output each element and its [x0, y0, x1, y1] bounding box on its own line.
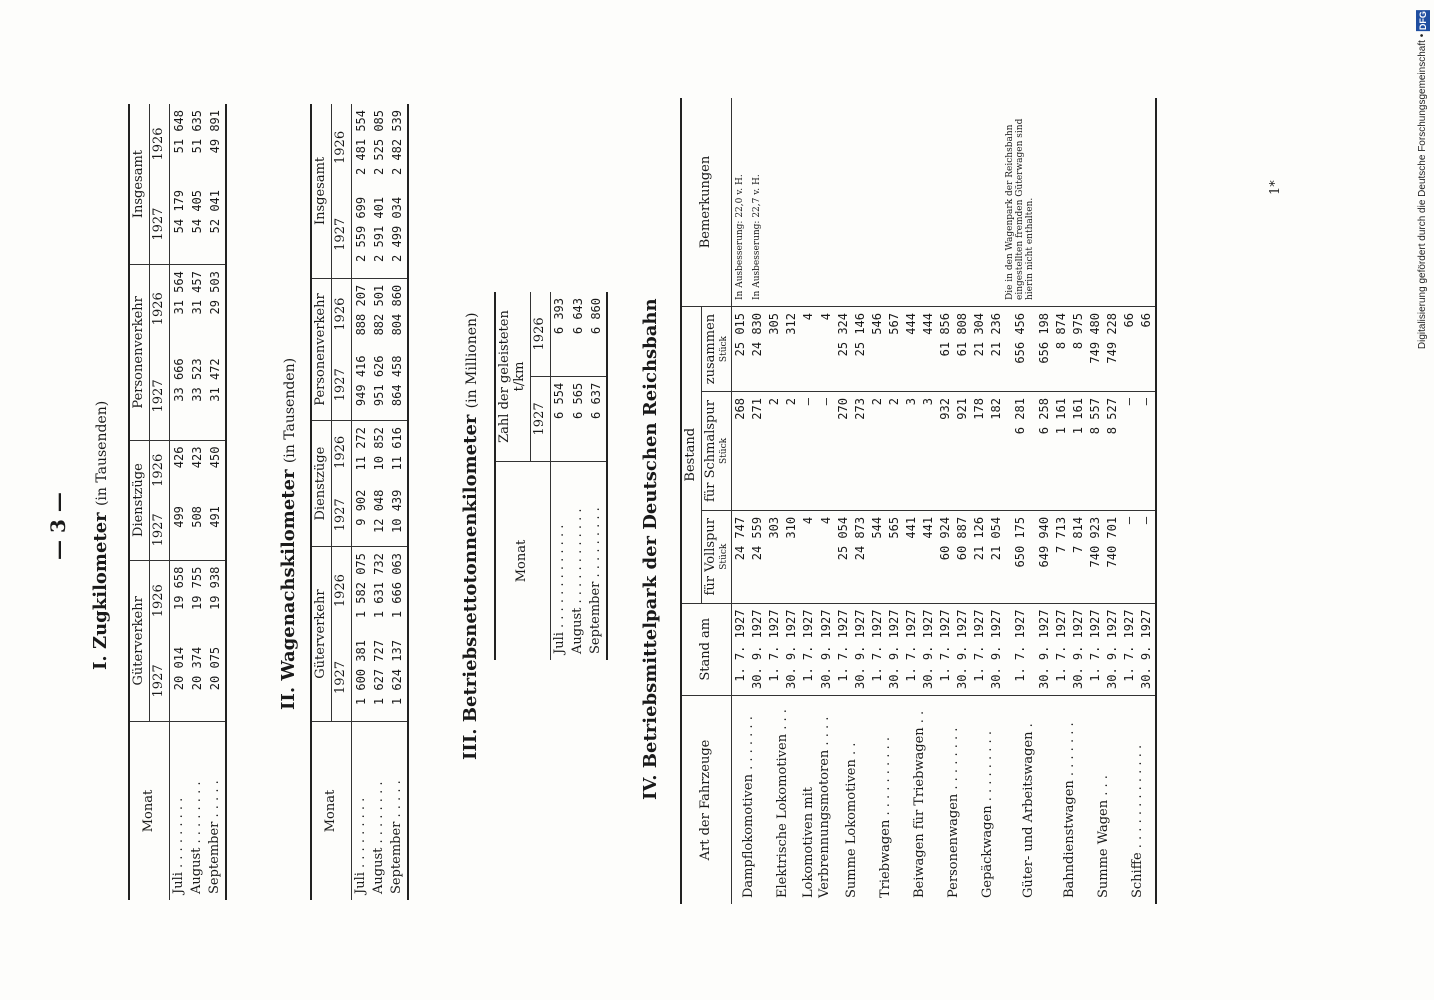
month-cell: Juli . . . . . . . . . [351, 722, 370, 901]
table-betriebsnettotonnenkilometer [494, 292, 608, 660]
year-header: 1926 [332, 130, 348, 164]
value-cell: 60 924 [937, 510, 954, 603]
art-cell: Güter- und Arbeitswagen . [1005, 696, 1054, 905]
year-header: 1926 [149, 440, 169, 500]
subcol-unit: Stück [718, 336, 729, 363]
remark-cell [766, 98, 783, 307]
table-2-title-text: II. Wagenachskilometer [278, 469, 299, 710]
subcol-header [701, 307, 731, 392]
value-cell: 426 [169, 440, 188, 500]
value-cell: 3 [920, 392, 937, 511]
group-header: Personenverkehr [311, 278, 331, 420]
value-cell: 1 624 137 [390, 640, 404, 706]
table-3-title-text: III. Betriebsnettotonnenkilometer [460, 414, 481, 760]
table-row [835, 98, 852, 904]
subcol-unit: Stück [718, 543, 729, 570]
value-cell: 10 852 [370, 421, 388, 484]
art-cell: Summe Wagen . . . [1087, 696, 1121, 905]
table-row [971, 98, 988, 904]
value-cell: 182 [988, 392, 1005, 511]
year-header: 1926 [149, 265, 169, 353]
value-cell: 450 [206, 440, 225, 500]
table-row [869, 98, 886, 904]
group-header: Güterverkehr [129, 560, 149, 721]
page-mark: 1* [1268, 180, 1283, 195]
value-cell: 864 458 [390, 355, 404, 407]
value-cell: 441 [903, 510, 920, 603]
month-header: Monat [129, 722, 169, 901]
year-header: 1926 [150, 127, 166, 161]
date-cell: 1. 7. 1927 [937, 603, 954, 695]
remark-cell [835, 98, 852, 307]
remark-cell [1138, 98, 1156, 307]
value-cell: 423 [188, 440, 206, 500]
table-row [550, 292, 569, 660]
date-cell: 30. 9. 1927 [749, 603, 766, 695]
value-cell: 25 146 [852, 307, 869, 392]
value-cell: 6 393 [552, 298, 567, 335]
date-cell: 30. 9. 1927 [988, 603, 1005, 695]
subcol-header [701, 510, 731, 603]
art-header: Art der Fahrzeuge [681, 696, 732, 905]
value-cell: 882 501 [370, 278, 388, 349]
value-cell: — [817, 392, 834, 511]
value-cell: 8 874 [1053, 307, 1070, 392]
value-cell: — [1138, 510, 1156, 603]
value-cell: 8 527 [1104, 392, 1121, 511]
remark-cell [817, 98, 834, 307]
table-row [169, 104, 188, 900]
value-cell: 951 626 [371, 355, 386, 407]
date-cell: 30. 9. 1927 [920, 603, 937, 695]
value-cell: 1 600 381 [353, 640, 368, 706]
value-cell: 656 198 [1036, 307, 1053, 392]
table-row [903, 98, 920, 904]
value-cell: 2 525 085 [371, 110, 386, 176]
value-cell: 499 [171, 506, 186, 528]
header-row [495, 292, 530, 660]
page-number: — 3 — [46, 492, 70, 560]
art-cell: Personenwagen . . . . . . . . [937, 696, 971, 905]
year-header: 1926 [331, 547, 351, 634]
value-cell: 11 616 [388, 421, 407, 484]
value-cell: 24 747 [732, 510, 750, 603]
year-header: 1927 [150, 207, 166, 241]
table-row [766, 98, 783, 904]
table-1-title [90, 401, 111, 670]
value-cell: 6 860 [588, 298, 603, 335]
date-cell: 30. 9. 1927 [1036, 603, 1053, 695]
remark-cell [920, 98, 937, 307]
value-cell: 271 [749, 392, 766, 511]
value-cell: 12 048 [371, 489, 386, 533]
value-cell: 2 [869, 392, 886, 511]
value-cell: 33 666 [171, 358, 186, 402]
art-cell: Summe Lokomotiven . . [835, 696, 869, 905]
header-row [681, 98, 701, 904]
dfg-logo: DFG [1418, 11, 1428, 30]
value-cell: 949 416 [353, 355, 368, 407]
value-cell: 7 713 [1053, 510, 1070, 603]
value-cell: 24 559 [749, 510, 766, 603]
group-header: Dienstzüge [129, 440, 149, 560]
value-cell: 54 179 [171, 190, 186, 234]
value-cell: 33 523 [189, 358, 204, 402]
value-cell: 19 658 [169, 560, 188, 641]
value-cell: 11 272 [351, 421, 370, 484]
value-cell: — [800, 392, 817, 511]
value-cell: 441 [920, 510, 937, 603]
group-header: Insgesamt [129, 104, 149, 265]
value-cell: 9 902 [353, 489, 368, 526]
year-header: 1926 [531, 317, 547, 351]
table-zugkilometer [128, 104, 227, 900]
header-row [129, 104, 149, 900]
value-cell: 51 635 [189, 110, 204, 154]
subcol-unit: Stück [718, 437, 729, 465]
table-row [587, 292, 606, 660]
value-cell: 60 887 [954, 510, 971, 603]
remarks-header: Bemerkungen [681, 98, 732, 307]
art-cell: Lokomotiven mit Verbrennungsmotoren . . . . [800, 696, 835, 905]
value-cell: 2 [766, 392, 783, 511]
value-cell: 25 054 [835, 510, 852, 603]
value-cell: 29 503 [206, 265, 225, 353]
year-header: 1927 [150, 664, 166, 698]
value-cell: 3 [903, 392, 920, 511]
value-cell: 544 [869, 510, 886, 603]
value-cell: 444 [903, 307, 920, 392]
year-header: 1927 [332, 498, 348, 532]
month-cell: September . . . . . . . . . [587, 462, 606, 661]
value-cell: 31 472 [208, 358, 222, 402]
value-cell: 61 856 [937, 307, 954, 392]
subcol-header [701, 392, 731, 511]
table-row [370, 104, 388, 900]
remark-cell [1070, 98, 1087, 307]
year-header: 1927 [332, 368, 348, 402]
stand-header: Stand am [681, 603, 732, 695]
value-cell: 6 258 [1036, 392, 1053, 511]
remark-cell [1121, 98, 1138, 307]
table-row [1005, 98, 1037, 904]
month-cell: September . . . . . [388, 722, 407, 901]
art-cell: Bahndienstwagen . . . . . . . [1053, 696, 1087, 905]
value-cell: 61 808 [954, 307, 971, 392]
remark-cell [783, 98, 800, 307]
value-cell: 21 236 [988, 307, 1005, 392]
value-cell: 444 [920, 307, 937, 392]
value-cell: 2 499 034 [390, 196, 404, 262]
art-cell: Triebwagen . . . . . . . . . . [869, 696, 903, 905]
remark-cell [869, 98, 886, 307]
group-header: Zahl der geleisteten t/km [495, 292, 530, 462]
value-cell: 491 [208, 506, 222, 528]
table-betriebsmittelpark [680, 98, 1157, 904]
value-cell: 6 565 [569, 376, 587, 461]
value-cell: 52 041 [208, 190, 222, 234]
value-cell: 740 923 [1087, 510, 1104, 603]
value-cell: 25 324 [835, 307, 852, 392]
table-row [937, 98, 954, 904]
value-cell: 273 [852, 392, 869, 511]
value-cell: 6 643 [570, 298, 585, 335]
value-cell: 1 666 063 [388, 547, 407, 634]
table-4-title: IV. Betriebsmittelpark der Deutschen Reichsbahn [640, 298, 661, 800]
value-cell: 4 [800, 510, 817, 603]
value-cell: 2 591 401 [371, 196, 386, 262]
remark-cell [1087, 98, 1104, 307]
value-cell: 178 [971, 392, 988, 511]
value-cell: 303 [766, 510, 783, 603]
remark-cell [903, 98, 920, 307]
date-cell: 1. 7. 1927 [1053, 603, 1070, 695]
value-cell: 804 860 [388, 278, 407, 349]
value-cell: 649 940 [1036, 510, 1053, 603]
value-cell: 749 228 [1104, 307, 1121, 392]
year-header: 1927 [530, 376, 550, 461]
date-cell: 1. 7. 1927 [869, 603, 886, 695]
value-cell: 2 [783, 392, 800, 511]
value-cell: 24 830 [749, 307, 766, 392]
value-cell: 305 [766, 307, 783, 392]
value-cell: 8 975 [1070, 307, 1087, 392]
month-cell: August . . . . . . . . [188, 722, 206, 901]
table-row [732, 98, 750, 904]
value-cell: 2 482 539 [390, 110, 404, 176]
remark-cell [954, 98, 971, 307]
value-cell: 19 755 [188, 560, 206, 641]
value-cell: 8 557 [1087, 392, 1104, 511]
art-cell: Dampflokomotiven . . . . . . . [732, 696, 767, 905]
value-cell: 4 [817, 510, 834, 603]
year-header: 1926 [331, 421, 351, 484]
value-cell: 310 [783, 510, 800, 603]
month-cell: Juli . . . . . . . . . . . . . [550, 462, 569, 661]
value-cell: 19 938 [206, 560, 225, 641]
value-cell: 4 [800, 307, 817, 392]
table-3-title [460, 312, 481, 760]
value-cell: 21 126 [971, 510, 988, 603]
month-header: Monat [311, 722, 351, 901]
remark-cell [1104, 98, 1121, 307]
value-cell: 21 054 [988, 510, 1005, 603]
dfg-footer [1417, 10, 1428, 349]
value-cell: — [1121, 392, 1138, 511]
value-cell: 270 [835, 392, 852, 511]
value-cell: 749 480 [1087, 307, 1104, 392]
remark-cell [852, 98, 869, 307]
art-cell: Elektrische Lokomotiven . . . [766, 696, 800, 905]
value-cell: 20 014 [171, 646, 186, 691]
value-cell: — [1138, 392, 1156, 511]
value-cell: 508 [189, 506, 204, 528]
date-cell: 1. 7. 1927 [1121, 603, 1138, 695]
value-cell: 66 [1138, 307, 1156, 392]
table-row [1087, 98, 1104, 904]
remark-cell: In Ausbesserung: 22,0 v. H. [734, 174, 745, 300]
group-header: Dienstzüge [311, 421, 331, 547]
date-cell: 1. 7. 1927 [1005, 603, 1037, 695]
remark-cell: Die in den Wagenpark der Reichsbahn eingestellten fremden Güterwagen sind hierin nicht enthalten. [1004, 118, 1035, 300]
value-cell: 24 873 [852, 510, 869, 603]
value-cell: 25 015 [732, 307, 750, 392]
month-cell: August . . . . . . . . [370, 722, 388, 901]
art-cell: Schiffe . . . . . . . . . . . . . [1121, 696, 1156, 905]
value-cell: 656 456 [1005, 307, 1037, 392]
table-row [206, 104, 225, 900]
year-header: 1927 [150, 513, 166, 547]
value-cell: 7 814 [1070, 510, 1087, 603]
date-cell: 1. 7. 1927 [732, 603, 750, 695]
value-cell: 268 [732, 392, 750, 511]
date-cell: 30. 9. 1927 [1070, 603, 1087, 695]
date-cell: 30. 9. 1927 [783, 603, 800, 695]
date-cell: 30. 9. 1927 [817, 603, 834, 695]
month-cell: September . . . . . [206, 722, 225, 901]
date-cell: 1. 7. 1927 [835, 603, 852, 695]
header-row [311, 104, 331, 900]
table-1-title-text: I. Zugkilometer [90, 512, 111, 670]
value-cell: — [1121, 510, 1138, 603]
group-header: Insgesamt [311, 104, 331, 278]
group-header: Güterverkehr [311, 547, 331, 722]
subcol-label: zusammen [702, 313, 718, 385]
month-cell: August . . . . . . . . . . . . [569, 462, 587, 661]
value-cell: 888 207 [351, 278, 370, 349]
group-header: Personenverkehr [129, 265, 149, 440]
value-cell: 546 [869, 307, 886, 392]
table-row [1053, 98, 1070, 904]
date-cell: 30. 9. 1927 [852, 603, 869, 695]
value-cell: 54 405 [189, 190, 204, 234]
value-cell: 20 075 [208, 646, 222, 691]
subcol-label: für Schmalspur [702, 400, 718, 502]
month-cell: Juli . . . . . . . . . [169, 722, 188, 901]
value-cell: 4 [817, 307, 834, 392]
bestand-header: Bestand [681, 307, 701, 604]
date-cell: 1. 7. 1927 [1087, 603, 1104, 695]
remark-cell [1036, 98, 1053, 307]
remark-cell: In Ausbesserung: 22,7 v. H. [751, 174, 762, 300]
date-cell: 30. 9. 1927 [1138, 603, 1156, 695]
year-header: 1926 [331, 278, 351, 349]
value-cell: 51 648 [171, 110, 186, 154]
month-header: Monat [495, 462, 550, 661]
date-cell: 30. 9. 1927 [1104, 603, 1121, 695]
table-2-unit: (in Tausenden) [282, 357, 298, 464]
value-cell: 6 281 [1005, 392, 1037, 511]
value-cell: 565 [886, 510, 903, 603]
year-header: 1927 [150, 379, 166, 413]
date-cell: 30. 9. 1927 [954, 603, 971, 695]
value-cell: 650 175 [1005, 510, 1037, 603]
year-header: 1927 [332, 660, 348, 695]
value-cell: 1 582 075 [351, 547, 370, 634]
value-cell: 49 891 [208, 110, 222, 154]
date-cell: 1. 7. 1927 [903, 603, 920, 695]
value-cell: 567 [886, 307, 903, 392]
value-cell: 10 439 [390, 489, 404, 533]
remark-cell [886, 98, 903, 307]
remark-cell [988, 98, 1005, 307]
art-cell: Gepäckwagen . . . . . . . . . [971, 696, 1005, 905]
value-cell: 21 304 [971, 307, 988, 392]
table-3-unit: (in Millionen) [464, 312, 480, 409]
footer-text: Digitalisierung gefördert durch die Deutsche Forschungsgemeinschaft • [1417, 33, 1428, 350]
table-2-title [278, 358, 299, 710]
table-row [188, 104, 206, 900]
remark-cell [937, 98, 954, 307]
value-cell: 932 [937, 392, 954, 511]
value-cell: 6 637 [587, 376, 606, 461]
value-cell: 2 [886, 392, 903, 511]
value-cell: 2 481 554 [353, 110, 368, 176]
table-row [351, 104, 370, 900]
table-row [800, 98, 817, 904]
table-row [1121, 98, 1138, 904]
value-cell: 66 [1121, 307, 1138, 392]
value-cell: 2 559 699 [353, 196, 368, 262]
value-cell: 921 [954, 392, 971, 511]
subcol-label: für Vollspur [702, 517, 718, 596]
value-cell: 31 457 [188, 265, 206, 353]
value-cell: 1 627 727 [371, 640, 386, 706]
table-row [388, 104, 407, 900]
date-cell: 1. 7. 1927 [800, 603, 817, 695]
art-cell: Beiwagen für Triebwagen . . [903, 696, 937, 905]
remark-cell [800, 98, 817, 307]
year-header: 1927 [332, 217, 348, 251]
date-cell: 30. 9. 1927 [886, 603, 903, 695]
date-cell: 1. 7. 1927 [766, 603, 783, 695]
remark-cell [971, 98, 988, 307]
year-header: 1926 [149, 560, 169, 641]
value-cell: 20 374 [189, 646, 204, 691]
table-1-unit: (in Tausenden) [94, 400, 110, 507]
value-cell: 312 [783, 307, 800, 392]
value-cell: 1 161 [1053, 392, 1070, 511]
table-wagenachskilometer [310, 104, 409, 900]
value-cell: 31 564 [169, 265, 188, 353]
value-cell: 740 701 [1104, 510, 1121, 603]
remark-cell [1053, 98, 1070, 307]
value-cell: 6 554 [550, 376, 569, 461]
table-row [569, 292, 587, 660]
date-cell: 1. 7. 1927 [971, 603, 988, 695]
value-cell: 1 631 732 [370, 547, 388, 634]
value-cell: 1 161 [1070, 392, 1087, 511]
